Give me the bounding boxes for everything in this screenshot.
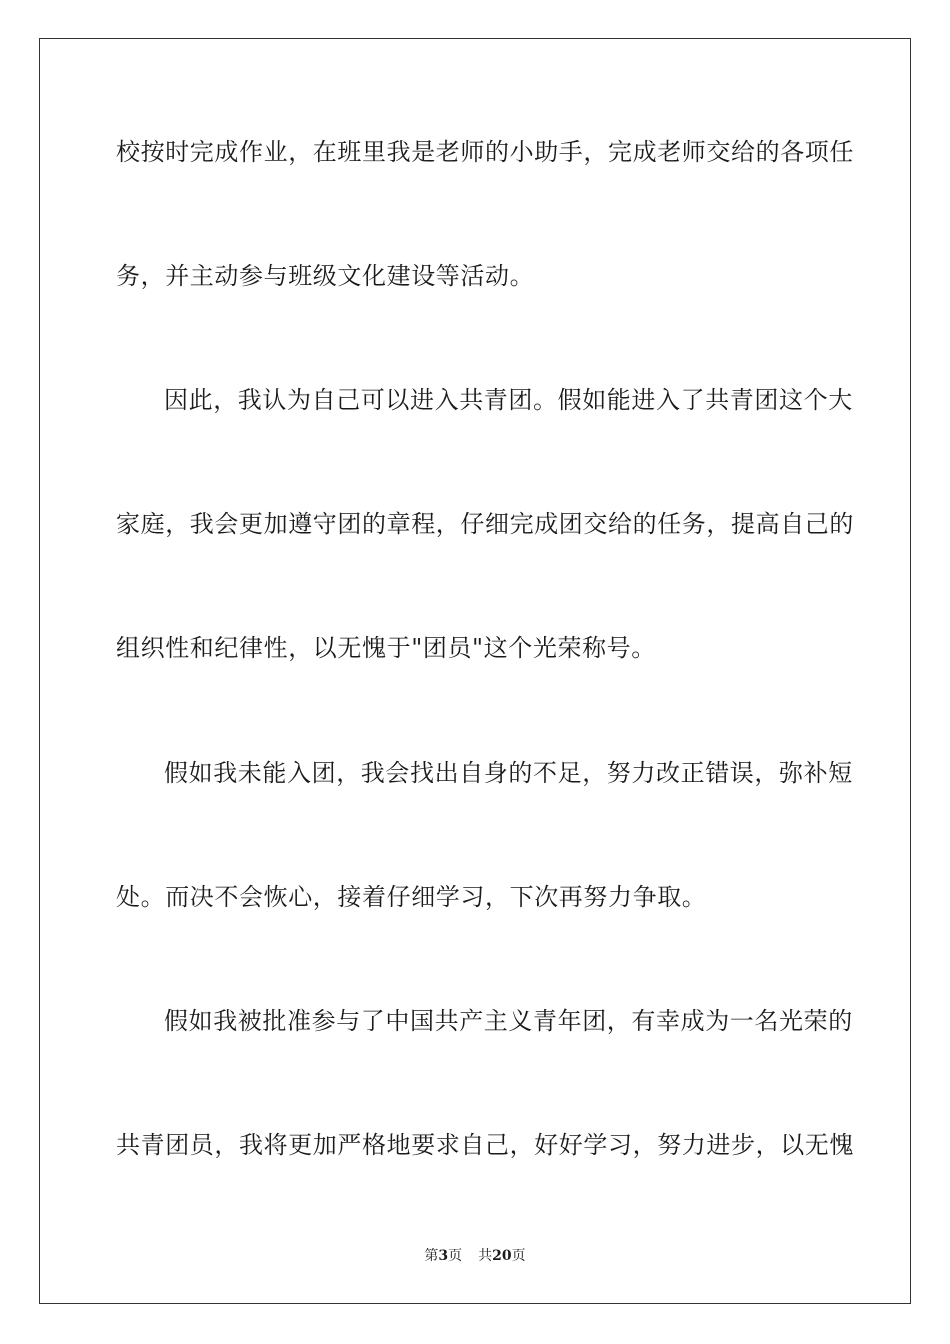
page-suffix: 页 xyxy=(448,1248,463,1264)
page-footer xyxy=(0,1246,950,1266)
total-prefix: 共 xyxy=(478,1248,493,1264)
text-line: 共青团员，我将更加严格地要求自己，好好学习，努力进步，以无愧 xyxy=(116,1131,854,1159)
text-line: 处。而决不会恢心，接着仔细学习，下次再努力争取。 xyxy=(116,883,707,911)
text-line: 家庭，我会更加遵守团的章程，仔细完成团交给的任务，提高自己的 xyxy=(116,510,854,538)
page-number: 3 xyxy=(438,1248,449,1264)
text-line: 因此，我认为自己可以进入共青团。假如能进入了共青团这个大 xyxy=(164,386,853,414)
page-border xyxy=(39,38,911,1304)
text-line: 组织性和纪律性，以无愧于"团员"这个光荣称号。 xyxy=(116,634,656,662)
page-prefix: 第 xyxy=(424,1248,439,1264)
text-line: 假如我被批准参与了中国共产主义青年团，有幸成为一名光荣的 xyxy=(164,1007,853,1035)
text-line: 务，并主动参与班级文化建设等活动。 xyxy=(116,262,535,290)
total-pages: 20 xyxy=(492,1248,512,1264)
text-line: 假如我未能入团，我会找出自身的不足，努力改正错误，弥补短 xyxy=(164,759,853,787)
text-line: 校按时完成作业，在班里我是老师的小助手，完成老师交给的各项任 xyxy=(116,138,854,166)
total-suffix: 页 xyxy=(511,1248,526,1264)
